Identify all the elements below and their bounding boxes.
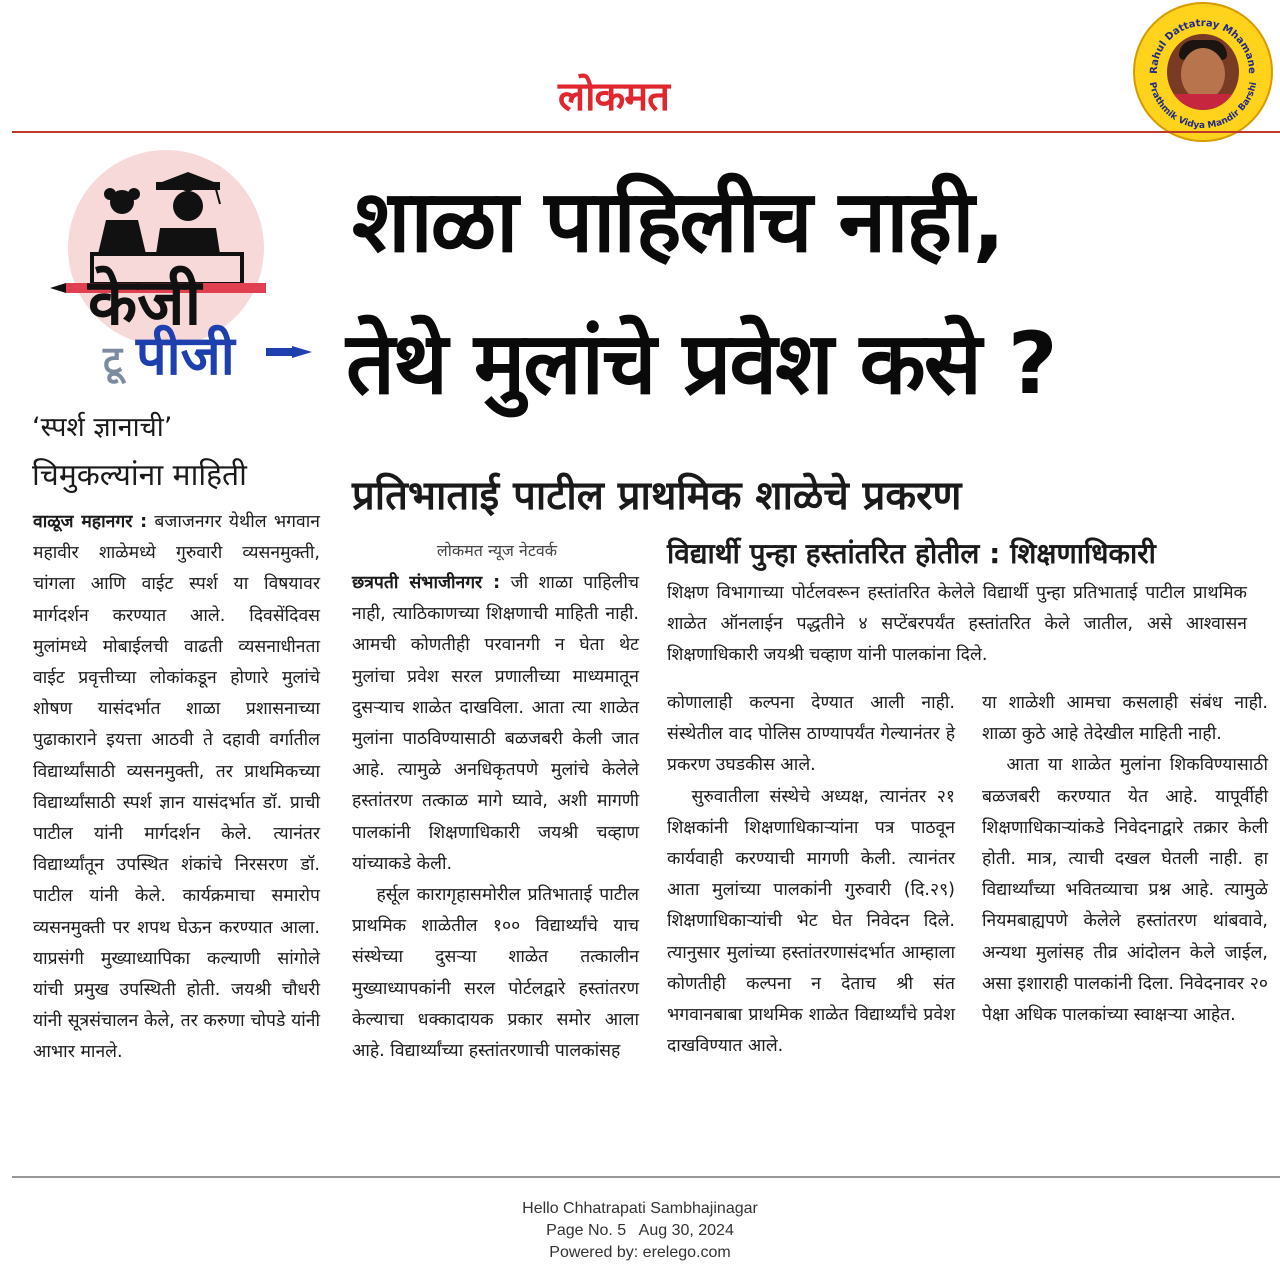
newspaper-masthead: लोकमत [558,74,669,120]
footer-edition: Hello Chhatrapati Sambhajinagar [522,1200,758,1217]
badge-ring-text [1135,4,1271,140]
side-story-title-line-1: ‘स्पर्श ज्ञानाची’ [32,412,173,443]
logo-kg-word: केजी [88,266,202,340]
main-headline-line-2: तेथे मुलांचे प्रवेश कसे ? [346,314,1056,414]
footer-divider [12,1176,1280,1178]
main-story-col2-para-1: कोणालाही कल्पना देण्यात आली नाही. संस्थेतील वाद पोलिस ठाण्यापर्यंत गेल्यानंतर हे प्रकरण उघडकीस आले. [667,693,955,776]
footer-powered-by[interactable]: Powered by: erelego.com [549,1244,731,1261]
main-story-para-2: हर्सूल कारागृहासमोरील प्रतिभाताई पाटील प्राथमिक शाळेतील १०० विद्यार्थ्यांचे याच संस्थेच्या दुसऱ्या शाळेत तत्कालीन मुख्याध्यापकांनी सरल पोर्टलद्वारे हस्तांतरण केल्याचा धक्कादायक प्रकार समोर आला आहे. विद्यार्थ्यांच्या हस्तांतरणाची पालकांसह [352,885,639,1062]
main-story-col2-para-2: सुरुवातीला संस्थेचे अध्यक्ष, त्यानंतर २१ शिक्षकांनी शिक्षणाधिकाऱ्यांना पत्र पाठवून कार्यवाही करण्याची मागणी केली. त्यानंतर आता मुलांच्या पालकांनी गुरुवारी (दि.२९) शिक्षणाधिकाऱ्यांची भेट घेत निवेदन दिले. त्यानुसार मुलांच्या हस्तांतरणासंदर्भात आम्हाला कोणतीही कल्पना न देताच श्री संत भगवानबाबा प्राथमिक शाळेत विद्यार्थ्यांचे प्रवेश दाखविण्यात आले. [667,786,955,1057]
subheadline: प्रतिभाताई पाटील प्राथमिक शाळेचे प्रकरण [352,473,962,519]
byline: लोकमत न्यूज नेटवर्क [436,541,558,560]
main-story-para-1: जी शाळा पाहिलीच नाही, त्याठिकाणच्या शिक्षणाची माहिती नाही. आमची कोणतीही परवानगी न घेता थेट मुलांचा प्रवेश सरल प्रणालीच्या माध्यमातून दुसऱ्याच शाळेत दाखविला. आता त्या शाळेत मुलांना पाठविण्यासाठी बळजबरी केली जात आहे. त्यामुळे अनधिकृतपणे मुलांचे केलेले हस्तांतरण तत्काळ मागे घ्यावे, अशी मागणी पालकांनी शिक्षणाधिकारी जयश्री चव्हाण यांच्याकडे केली. [352,573,640,874]
side-story-text: बजाजनगर येथील भगवान महावीर शाळेमध्ये गुरुवारी व्यसनमुक्ती, चांगला आणि वाईट स्पर्श या विषयावर मार्गदर्शन करण्यात आले. दिवसेंदिवस मुलांमध्ये मोबाईलची वाढती व्यसनाधीनता वाईट प्रवृत्तीच्या लोकांकडून होणारे मुलांचे शोषण यासंदर्भात शाळा प्रशासनाच्या पुढाकाराने इयत्ता आठवी ते दहावी वर्गातील विद्यार्थ्यांसाठी व्यसनमुक्ती, तर प्राथमिकच्या विद्यार्थ्यांसाठी स्पर्श ज्ञान यासंदर्भात डॉ. प्राची पाटील यांनी मार्गदर्शन केले. त्यानंतर विद्यार्थ्यांतून उपस्थित शंकांचे निरसरण डॉ. पाटील यांनी केले. कार्यक्रमाचा समारोप व्यसनमुक्ती पर शपथ घेऊन करण्यात आला. याप्रसंगी मुख्याध्यापिका कल्याणी सांगोले यांची प्रमुख उपस्थिती होती. जयश्री चौधरी यांनी सूत्रसंचालन केले, तर करुणा चोपडे यांनी आभार मानले. [33,512,320,1063]
side-story-body [33,507,320,1069]
footer-page-date: Page No. 5 Aug 30, 2024 [546,1222,734,1239]
side-story-dateline: वाळूज महानगर : [33,512,148,532]
badge-name: Rahul Dattatray Mhamane [1148,17,1258,75]
info-box-text: शिक्षण विभागाच्या पोर्टलवरून हस्तांतरित केलेले विद्यार्थी पुन्हा प्रतिभाताई पाटील प्राथमिक शाळेत ऑनलाईन पद्धतीने ४ सप्टेंबरपर्यंत हस्तांतरित केले जातील, असे आश्वासन शिक्षणाधिकारी जयश्री चव्हाण यांनी पालकांना दिले. [667,583,1247,665]
author-badge [1133,2,1273,142]
svg-text:Prathmik Vidya Mandir Barshi [1147,81,1260,131]
main-headline-line-1: शाळा पाहिलीच नाही, [352,172,1004,272]
svg-text:Rahul Dattatray Mhamane [1149,18,1257,74]
main-story-dateline: छत्रपती संभाजीनगर : [352,573,501,593]
logo-pg-word: पीजी [136,324,235,387]
info-box-title: विद्यार्थी पुन्हा हस्तांतरित होतील : शिक्षणाधिकारी [667,537,1156,570]
main-story-column-3 [982,688,1268,1031]
main-story-column-1 [352,568,639,1067]
page-footer [440,1198,840,1264]
header-divider [12,131,1280,133]
side-story-title-line-2: चिमुकल्यांना माहिती [32,458,247,493]
main-story-col3-para-1: या शाळेशी आमचा कसलाही संबंध नाही. शाळा कुठे आहे तेदेखील माहिती नाही. [982,693,1268,745]
logo-to-word: टू [103,338,123,382]
main-story-col3-para-2: आता या शाळेत मुलांना शिकविण्यासाठी बळजबरी करण्यात येत आहे. यापूर्वीही शिक्षणाधिकाऱ्यांकडे निवेदनाद्वारे तक्रार केली होती. मात्र, त्याची दखल घेतली नाही. हा विद्यार्थ्यांच्या भवितव्याचा प्रश्न आहे. त्यामुळे नियमबाह्यपणे केलेले हस्तांतरण थांबवावे, अन्यथा मुलांसह तीव्र आंदोलन केले जाईल, असा इशाराही पालकांनी दिला. निवेदनावर २० पेक्षा अधिक पालकांच्या स्वाक्षऱ्या आहेत. [982,755,1268,1026]
main-story-column-2 [667,688,955,1062]
badge-school: Prathmik Vidya Mandir Barshi [1146,81,1260,132]
